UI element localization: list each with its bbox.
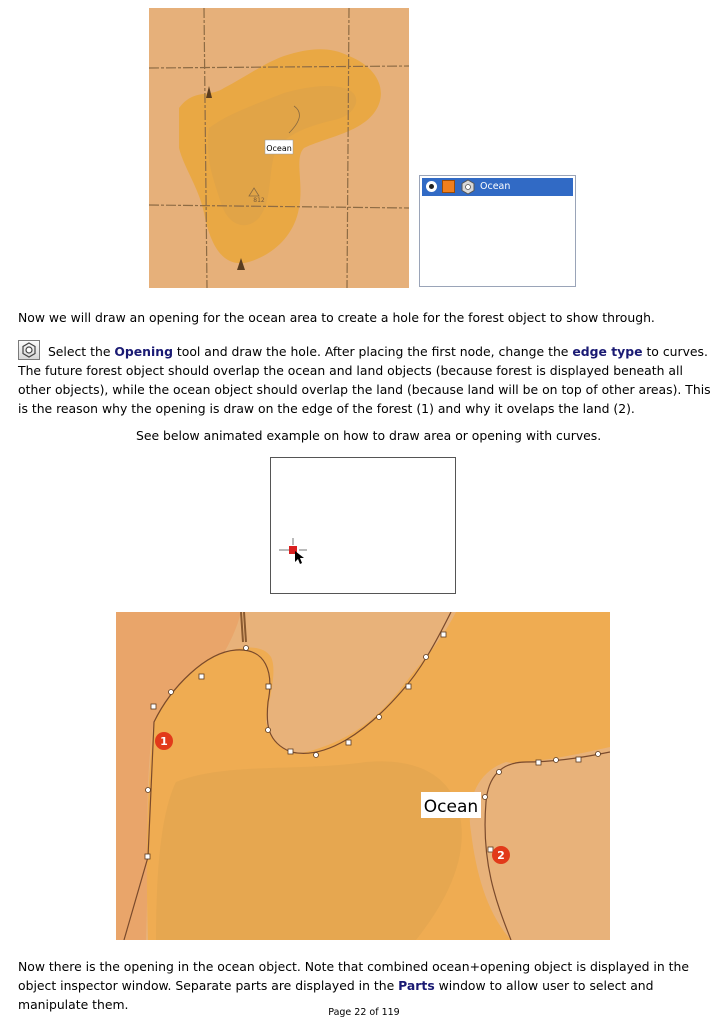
hexagon-icon [460,179,476,195]
cursor-icon [279,536,309,566]
opening-tool-icon [18,340,40,360]
p4-text-b: window to allow user to select and manipulate them. [18,978,654,1012]
p2-text-c: to curves. The future forest object should overlap the ocean and land objects (because forest is displayed beneath all other objects), while the ocean object should overlap the land (because land will be on top of other areas). This is the reason why the opening is draw on the edge of the forest (1) and why it ovelaps the land (2). [18,344,711,416]
paragraph-animated-example: See below animated example on how to draw area or opening with curves. [136,428,602,443]
marker-2: 2 [497,849,505,862]
big-map-ocean-label: Ocean [423,797,479,817]
p4-text-a: Now there is the opening in the ocean object. Note that combined ocean+opening object is displayed in the object inspector window. Separate parts are displayed in the [18,959,689,993]
marker-1: 1 [160,735,168,748]
page-footer: Page 22 of 119 [328,1007,400,1018]
object-inspector-panel [419,175,576,287]
color-swatch [442,180,455,193]
keyword-edge-type: edge type [572,344,643,359]
keyword-parts: Parts [398,978,435,993]
inspector-item-label: Ocean [480,181,511,192]
p2-text-b: tool and draw the hole. After placing the first node, change the [172,344,573,359]
map-height-label: 812 [253,197,265,204]
map-image-opening [116,612,610,940]
paragraph-intro: Now we will draw an opening for the ocean area to create a hole for the forest object to show through. [18,310,655,325]
animated-example-box [270,457,456,594]
eye-icon[interactable] [426,181,437,192]
keyword-opening: Opening [114,344,173,359]
map-ocean-label: Ocean [266,144,292,153]
paragraph-opening-tool [18,340,713,418]
p2-text-a: Select the [44,344,115,359]
inspector-item-ocean[interactable] [422,178,573,196]
map-image-top [149,8,409,288]
paragraph-conclusion [18,957,713,1014]
